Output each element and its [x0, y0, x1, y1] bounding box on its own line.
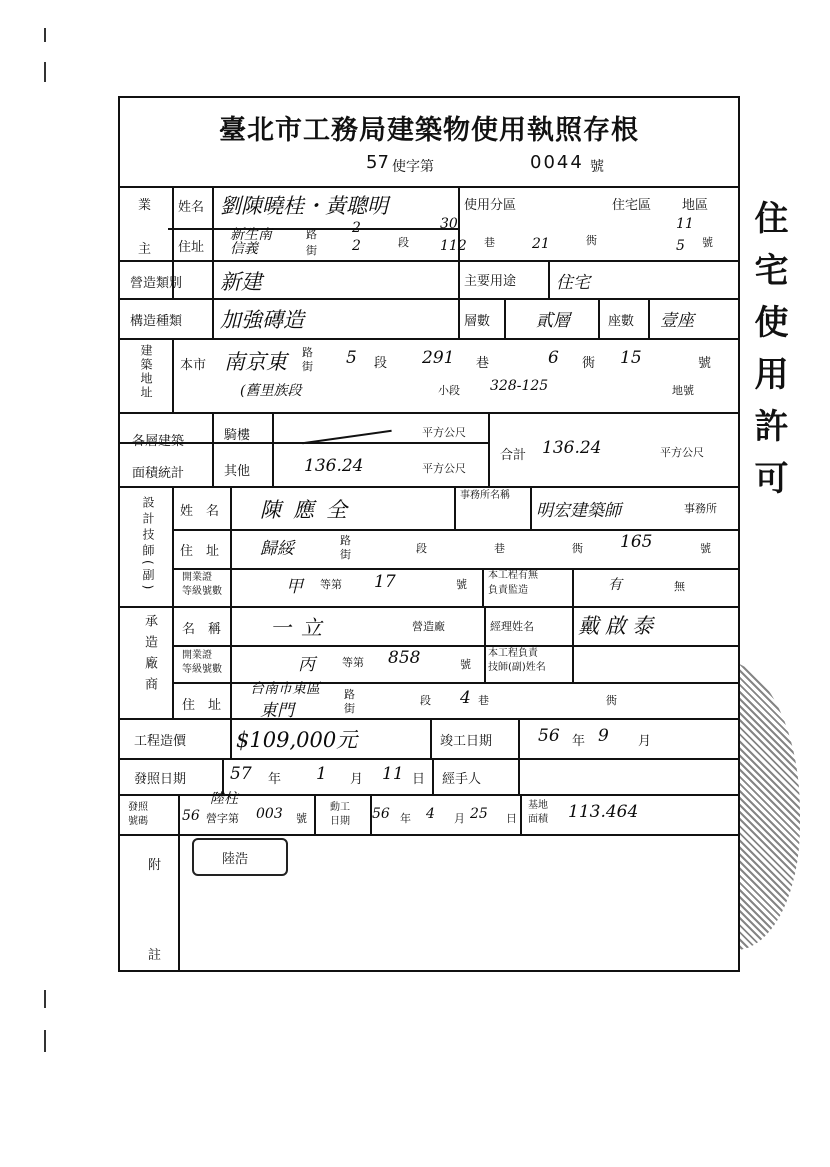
site-address-label: 建築地址 [139, 344, 153, 400]
architect-license-value: 17 [374, 572, 396, 592]
owner-section-label: 段 [398, 236, 409, 249]
site-land-section-value: (舊里族段 [240, 383, 302, 399]
handler-label: 經手人 [442, 772, 482, 787]
other-unit: 平方公尺 [422, 462, 466, 475]
site-section-label: 段 [374, 356, 388, 371]
owner-lane2-value: 112 [440, 238, 467, 254]
owner-number-label: 號 [702, 236, 713, 249]
completion-year-value: 56 [538, 726, 560, 746]
site-number-label: 號 [698, 356, 712, 371]
arch-section-label: 段 [416, 542, 427, 555]
start-label-1: 動工 [330, 802, 350, 813]
manager-label: 經理姓名 [490, 620, 534, 633]
bp-number-value: 003 [256, 806, 283, 822]
arcade-unit: 平方公尺 [422, 426, 466, 439]
start-month-label: 月 [454, 812, 465, 825]
contractor-name-value: 一立 [270, 616, 332, 640]
permit-stub-form [118, 96, 740, 972]
structure-type-label: 構造種類 [130, 314, 183, 329]
issue-day-value: 11 [382, 764, 404, 784]
arch-license-number-label: 號 [456, 578, 467, 591]
total-label: 合計 [500, 448, 527, 463]
bp-word-label: 營字第 [206, 812, 239, 825]
contractor-address-value-2: 東門 [260, 701, 294, 721]
owner-lane-label: 巷 [484, 236, 495, 249]
permit-suffix: 號 [590, 159, 604, 175]
base-label-2: 面積 [528, 814, 548, 825]
binder-mark [44, 990, 46, 1008]
zone-residential: 住宅區 [612, 198, 652, 213]
office-name-label: 事務所名稱 [460, 490, 510, 501]
owner-section-value: 2 [352, 220, 361, 236]
start-month-value: 4 [426, 806, 435, 822]
cost-label: 工程造價 [134, 734, 187, 749]
supervise-label-2: 負責監造 [488, 585, 528, 596]
structure-type-value: 加強磚造 [220, 308, 304, 332]
other-label: 其他 [224, 464, 251, 479]
form-title: 臺北市工務局建築物使用執照存根 [219, 115, 639, 146]
bp-year-value: 56 [182, 808, 200, 824]
builder-label: 營造廠 [412, 620, 445, 633]
base-label-1: 基地 [528, 800, 548, 811]
permit-word: 使字第 [392, 159, 434, 175]
contractor-name-label: 名 稱 [182, 622, 222, 637]
site-alley-value: 6 [548, 348, 559, 368]
arch-road-label: 路 [340, 534, 351, 547]
contractor-lane-value: 4 [460, 688, 471, 708]
total-area-value: 136.24 [542, 438, 602, 458]
start-day-label: 日 [506, 812, 517, 825]
notes-label-2: 註 [148, 948, 162, 963]
supervise-value: 無 [674, 580, 685, 593]
site-number-value: 15 [620, 348, 642, 368]
zoning-label: 使用分區 [464, 198, 517, 213]
contractor-alley-label: 衖 [606, 694, 617, 707]
architect-number-value: 165 [620, 532, 653, 552]
contractor-address-value-1: 台南市東區 [250, 681, 320, 697]
bp-prefix-value: 陸柱 [210, 791, 238, 807]
owner-label-bottom: 主 [138, 242, 152, 257]
site-road-value: 南京東 [224, 350, 287, 374]
owner-road-label: 路 [306, 228, 317, 241]
seal-stamp-text: 陸浩 [222, 852, 249, 867]
main-use-value: 住宅 [556, 273, 590, 293]
site-land-number-value: 328-125 [490, 378, 549, 394]
contractor-label: 承造廠商 [142, 614, 157, 698]
issue-day-label: 日 [412, 772, 426, 787]
architect-address-value: 歸綏 [260, 539, 294, 559]
owner-street-label: 街 [306, 244, 317, 257]
site-road-label: 路 [302, 346, 313, 359]
owner-name-value: 劉陳曉桂・黃聰明 [220, 194, 388, 218]
arch-number-label: 號 [700, 542, 711, 555]
arch-license-label-2: 等級號數 [182, 586, 222, 597]
contractor-section-label: 段 [420, 694, 431, 707]
architect-class-value: 甲 [286, 577, 303, 597]
architect-name-label: 姓 名 [180, 504, 220, 519]
architect-label: 設計技師(副) [141, 496, 155, 594]
contractor-license-label-2: 等級號數 [182, 664, 222, 675]
site-street-label: 街 [302, 360, 313, 373]
contractor-lane-label: 巷 [478, 694, 489, 707]
start-day-value: 25 [470, 806, 488, 822]
supervise-label-1: 本工程有無 [488, 570, 538, 581]
architect-name-value: 陳應全 [260, 498, 359, 522]
city-label: 本市 [180, 358, 207, 373]
arcade-label: 騎樓 [224, 428, 251, 443]
bp-number-label: 號 [296, 812, 307, 825]
construction-type-label: 營造類別 [130, 276, 183, 291]
base-area-value: 113.464 [568, 802, 639, 822]
owner-lane-value: 30 [440, 216, 458, 232]
supervise-mark: 有 [608, 577, 622, 593]
arch-alley-label: 衖 [572, 542, 583, 555]
contractor-license-value: 858 [388, 648, 421, 668]
start-year-label: 年 [400, 812, 411, 825]
bp-label-1: 發照 [128, 802, 148, 813]
contractor-class-value: 丙 [298, 655, 315, 675]
contractor-license-number-label: 號 [460, 658, 471, 671]
owner-section2-value: 2 [352, 238, 361, 254]
permit-year: 57 [366, 152, 389, 173]
seal-stamp [192, 838, 288, 876]
completion-month-value: 9 [598, 726, 609, 746]
construction-type-value: 新建 [220, 270, 262, 294]
site-alley-label: 衖 [582, 356, 596, 371]
site-land-section-label: 小段 [438, 384, 460, 397]
contractor-class-label: 等第 [342, 656, 364, 669]
site-section-value: 5 [346, 348, 357, 368]
total-unit: 平方公尺 [660, 446, 704, 459]
buildings-value: 壹座 [660, 311, 694, 331]
issue-year-value: 57 [230, 764, 252, 784]
binder-mark [44, 1030, 46, 1052]
start-year-value: 56 [372, 806, 390, 822]
owner-street2-value: 信義 [230, 241, 258, 257]
floor-area-label-1: 各層建築 [132, 434, 185, 449]
owner-alley-label: 衖 [586, 234, 597, 247]
issue-month-label: 月 [350, 772, 364, 787]
bp-label-2: 號碼 [128, 816, 148, 827]
other-area-value: 136.24 [304, 456, 364, 476]
architect-address-label: 住 址 [180, 544, 220, 559]
floor-area-label-2: 面積統計 [132, 466, 185, 481]
contractor-address-label: 住 址 [182, 698, 222, 713]
owner-number-value: 11 [676, 216, 694, 232]
cost-value: $109,000元 [236, 728, 358, 752]
manager-name-value: 戴啟泰 [578, 614, 659, 638]
office-name-value: 明宏建築師 [536, 501, 621, 521]
owner-number2-value: 5 [676, 238, 685, 254]
issue-year-label: 年 [268, 772, 282, 787]
floors-value: 貳層 [536, 311, 570, 331]
start-label-2: 日期 [330, 816, 350, 827]
site-land-number-label: 地號 [672, 384, 694, 397]
issue-date-label: 發照日期 [134, 772, 187, 787]
address-label: 住址 [178, 240, 205, 255]
permit-number: 0044 [530, 152, 584, 173]
floors-label: 層數 [464, 314, 491, 329]
notes-label-1: 附 [148, 858, 162, 873]
completion-month-label: 月 [638, 734, 652, 749]
buildings-label: 座數 [608, 314, 635, 329]
arch-lane-label: 巷 [494, 542, 505, 555]
name-label: 姓名 [178, 200, 205, 215]
main-use-label: 主要用途 [464, 274, 517, 289]
site-lane-value: 291 [422, 348, 455, 368]
site-lane-label: 巷 [476, 356, 490, 371]
zone-district: 地區 [682, 198, 709, 213]
engineer-label-1: 本工程負責 [488, 648, 538, 659]
owner-label-top: 業 [138, 198, 152, 213]
binder-mark [44, 62, 46, 82]
binder-mark [44, 28, 46, 42]
completion-date-label: 竣工日期 [440, 734, 493, 749]
issue-month-value: 1 [316, 764, 327, 784]
owner-alley2-value: 21 [532, 236, 550, 252]
arch-license-label-1: 開業證 [182, 572, 212, 583]
completion-year-label: 年 [572, 734, 586, 749]
contractor-street-label: 街 [344, 702, 355, 715]
arch-street-label: 街 [340, 548, 351, 561]
contractor-road-label: 路 [344, 688, 355, 701]
arch-class-label: 等第 [320, 578, 342, 591]
side-stamp-text: 住宅使用許可 [748, 200, 788, 512]
office-suffix: 事務所 [684, 502, 717, 515]
contractor-license-label-1: 開業證 [182, 650, 212, 661]
engineer-label-2: 技師(副)姓名 [488, 662, 546, 673]
owner-road-value: 新生南 [230, 227, 272, 243]
